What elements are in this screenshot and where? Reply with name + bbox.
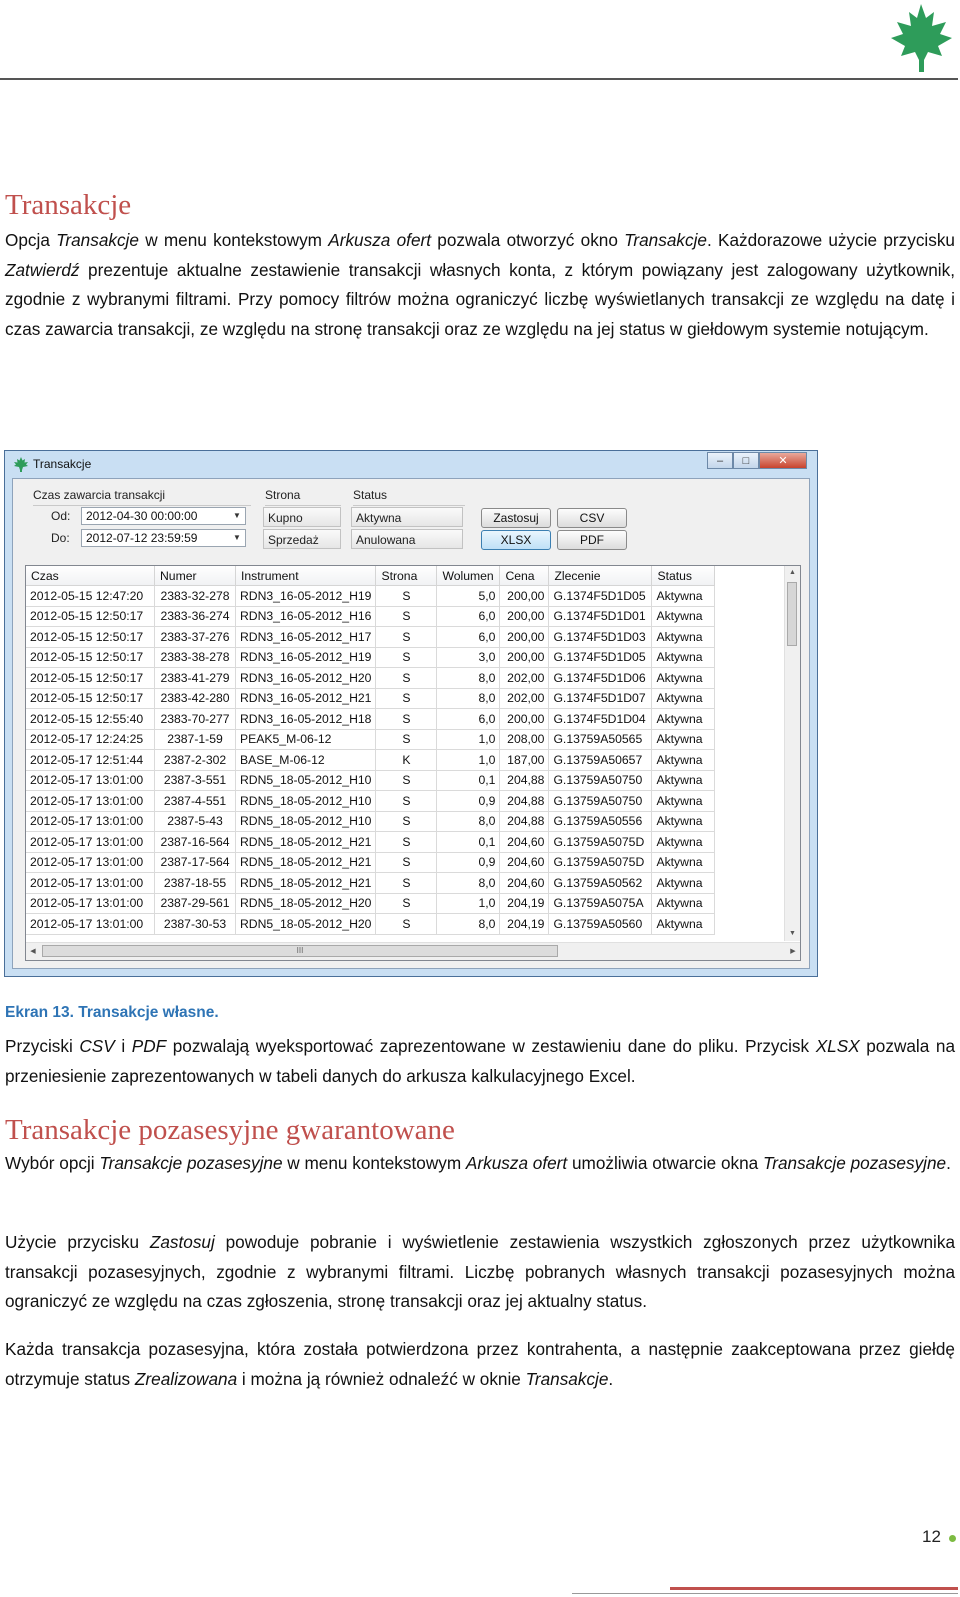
maximize-button[interactable]: □ bbox=[733, 452, 759, 469]
text-run: prezentuje aktualne zestawienie transakcji własnych konta, z którym powiązany jest zalogowany użytkownik, zgodnie z wybranymi filtrami. Przy pomocy filtrów można ograniczyć liczbę wyświetlanych transakcji ze względu na datę i czas zawarcia transakcji, ze względu na stronę transakcji oraz ze względu na jej status w giełdowym systemie notującym. bbox=[5, 259, 955, 339]
scroll-up-icon[interactable]: ▲ bbox=[789, 569, 796, 576]
table-cell: Aktywna bbox=[652, 586, 715, 607]
column-header[interactable]: Strona bbox=[376, 566, 437, 586]
table-cell: 2012-05-15 12:47:20 bbox=[26, 586, 155, 607]
header-rule bbox=[0, 78, 958, 80]
table-cell: 204,60 bbox=[500, 873, 549, 894]
table-cell: S bbox=[376, 811, 437, 832]
side-sell-option[interactable]: Sprzedaż bbox=[263, 529, 341, 549]
table-cell: 204,88 bbox=[500, 791, 549, 812]
group-separator bbox=[265, 505, 341, 506]
table-cell: 204,88 bbox=[500, 811, 549, 832]
table-row[interactable] bbox=[26, 729, 715, 750]
side-buy-option[interactable]: Kupno bbox=[263, 507, 341, 527]
column-header[interactable]: Zlecenie bbox=[549, 566, 652, 586]
table-cell: 2012-05-15 12:55:40 bbox=[26, 709, 155, 730]
vertical-scrollbar[interactable] bbox=[784, 566, 800, 941]
table-cell: 0,1 bbox=[437, 770, 500, 791]
group-separator bbox=[353, 505, 465, 506]
table-cell: G.13759A50562 bbox=[549, 873, 652, 894]
window-title: Transakcje bbox=[33, 457, 92, 471]
export-paragraph-container bbox=[5, 1032, 955, 1091]
intro-paragraph bbox=[5, 226, 955, 344]
table-cell: 2012-05-17 13:01:00 bbox=[26, 873, 155, 894]
table-cell: S bbox=[376, 668, 437, 689]
table-row[interactable] bbox=[26, 914, 715, 935]
section-transakcje bbox=[5, 188, 955, 222]
figure-caption: Ekran 13. Transakcje własne. bbox=[5, 1004, 219, 1021]
table-row[interactable] bbox=[26, 750, 715, 771]
table-cell: 200,00 bbox=[500, 606, 549, 627]
table-cell: Aktywna bbox=[652, 729, 715, 750]
table-cell: 2387-1-59 bbox=[155, 729, 236, 750]
table-row[interactable] bbox=[26, 606, 715, 627]
from-datetime-value: 2012-04-30 00:00:00 bbox=[86, 509, 198, 523]
table-cell: 1,0 bbox=[437, 750, 500, 771]
emphasized-term: Transakcje bbox=[624, 230, 707, 250]
section2-paragraph1-container bbox=[5, 1149, 955, 1179]
table-cell: S bbox=[376, 709, 437, 730]
window-leaf-icon bbox=[13, 456, 29, 472]
column-header[interactable]: Cena bbox=[500, 566, 549, 586]
chevron-down-icon[interactable]: ▼ bbox=[233, 533, 241, 542]
text-run: . bbox=[946, 1153, 951, 1173]
table-cell: 202,00 bbox=[500, 668, 549, 689]
text-run: pozwala otworzyć okno bbox=[431, 230, 625, 250]
text-run: Każda transakcja pozasesyjna, która została potwierdzona przez kontrahenta, a następnie zaakceptowana przez giełdę otrzymuje status bbox=[5, 1339, 955, 1389]
table-cell: 6,0 bbox=[437, 606, 500, 627]
table-cell: RDN5_18-05-2012_H10 bbox=[236, 811, 376, 832]
table-cell: Aktywna bbox=[652, 606, 715, 627]
table-cell: Aktywna bbox=[652, 688, 715, 709]
table-cell: Aktywna bbox=[652, 852, 715, 873]
table-cell: G.1374F5D1D01 bbox=[549, 606, 652, 627]
table-cell: RDN5_18-05-2012_H21 bbox=[236, 832, 376, 853]
table-cell: BASE_M-06-12 bbox=[236, 750, 376, 771]
table-row[interactable] bbox=[26, 832, 715, 853]
intro-paragraph-container bbox=[5, 226, 955, 344]
scroll-left-icon[interactable]: ◀ bbox=[30, 948, 36, 955]
table-row[interactable] bbox=[26, 668, 715, 689]
xlsx-button[interactable]: XLSX bbox=[481, 530, 551, 550]
section2-paragraph-3 bbox=[5, 1335, 955, 1394]
table-cell: 208,00 bbox=[500, 729, 549, 750]
section-title: Transakcje pozasesyjne gwarantowane bbox=[5, 1114, 455, 1146]
emphasized-term: Transakcje bbox=[525, 1368, 609, 1389]
table-row[interactable] bbox=[26, 893, 715, 914]
page-number: 12 bbox=[922, 1527, 941, 1546]
table-cell: S bbox=[376, 873, 437, 894]
table-cell: G.1374F5D1D04 bbox=[549, 709, 652, 730]
table-cell: 2012-05-17 13:01:00 bbox=[26, 791, 155, 812]
table-cell: G.13759A50750 bbox=[549, 791, 652, 812]
table-cell: 2383-36-274 bbox=[155, 606, 236, 627]
table-cell: S bbox=[376, 586, 437, 607]
csv-button[interactable]: CSV bbox=[557, 508, 627, 528]
table-cell: 2387-16-564 bbox=[155, 832, 236, 853]
table-cell: 200,00 bbox=[500, 586, 549, 607]
table-cell: Aktywna bbox=[652, 811, 715, 832]
table-cell: 8,0 bbox=[437, 914, 500, 935]
table-cell: 2012-05-17 13:01:00 bbox=[26, 893, 155, 914]
table-cell: 0,9 bbox=[437, 791, 500, 812]
text-run: i można ją również odnaleźć w oknie bbox=[237, 1368, 526, 1389]
table-row[interactable] bbox=[26, 647, 715, 668]
apply-button[interactable]: Zastosuj bbox=[481, 508, 551, 528]
table-cell: K bbox=[376, 750, 437, 771]
table-cell: 204,88 bbox=[500, 770, 549, 791]
text-run: powoduje pobranie i wyświetlenie zestawienia wszystkich zgłoszonych przez użytkownika transakcji pozasesyjnych, zgodnie z wybranymi filtrami. Liczbę pobranych własnych transakcji pozasesyjnych można ograniczyć ze względu na czas zgłoszenia, stronę transakcji oraz jej aktualny status. bbox=[5, 1232, 956, 1311]
table-cell: 2012-05-17 13:01:00 bbox=[26, 914, 155, 935]
table-cell: 2012-05-15 12:50:17 bbox=[26, 668, 155, 689]
table-cell: Aktywna bbox=[652, 647, 715, 668]
table-cell: G.1374F5D1D06 bbox=[549, 668, 652, 689]
table-cell: 2383-41-279 bbox=[155, 668, 236, 689]
text-run: Opcja bbox=[5, 230, 57, 250]
table-cell: S bbox=[376, 791, 437, 812]
table-cell: G.13759A5075A bbox=[549, 893, 652, 914]
status-active-option[interactable]: Aktywna bbox=[351, 507, 463, 527]
table-row[interactable] bbox=[26, 627, 715, 648]
table-cell: 204,60 bbox=[500, 852, 549, 873]
table-cell: S bbox=[376, 832, 437, 853]
table-cell: 204,19 bbox=[500, 914, 549, 935]
column-header[interactable]: Instrument bbox=[236, 566, 376, 586]
table-cell: 2387-17-564 bbox=[155, 852, 236, 873]
table-cell: S bbox=[376, 914, 437, 935]
emphasized-term: Arkusza ofert bbox=[465, 1153, 568, 1173]
table-cell: 2012-05-17 12:51:44 bbox=[26, 750, 155, 771]
text-run: pozwalają wyeksportować zaprezentowane w zestawieniu dane do pliku. Przycisk bbox=[166, 1036, 816, 1056]
table-cell: 8,0 bbox=[437, 873, 500, 894]
section-transakcje-pozasesyjne bbox=[5, 1113, 955, 1147]
time-group-label: Czas zawarcia transakcji bbox=[33, 488, 166, 502]
table-cell: 2012-05-15 12:50:17 bbox=[26, 688, 155, 709]
table-cell: 2387-3-551 bbox=[155, 770, 236, 791]
table-cell: G.1374F5D1D05 bbox=[549, 586, 652, 607]
table-cell: RDN5_18-05-2012_H21 bbox=[236, 852, 376, 873]
table-cell: Aktywna bbox=[652, 873, 715, 894]
table-cell: 2012-05-17 12:24:25 bbox=[26, 729, 155, 750]
table-cell: 5,0 bbox=[437, 586, 500, 607]
table-cell: S bbox=[376, 606, 437, 627]
table-cell: 2383-37-276 bbox=[155, 627, 236, 648]
table-cell: 0,1 bbox=[437, 832, 500, 853]
table-cell: 2387-29-561 bbox=[155, 893, 236, 914]
table-cell: 202,00 bbox=[500, 688, 549, 709]
to-datetime-picker[interactable] bbox=[81, 529, 246, 547]
status-cancelled-option[interactable]: Anulowana bbox=[351, 529, 463, 549]
table-cell: RDN5_18-05-2012_H20 bbox=[236, 914, 376, 935]
table-cell: 6,0 bbox=[437, 709, 500, 730]
scroll-down-icon[interactable]: ▼ bbox=[789, 930, 796, 937]
table-cell: 1,0 bbox=[437, 893, 500, 914]
section2-paragraph3-container bbox=[5, 1335, 955, 1394]
table-cell: 6,0 bbox=[437, 627, 500, 648]
table-cell: 8,0 bbox=[437, 811, 500, 832]
table-cell: 3,0 bbox=[437, 647, 500, 668]
text-run: Przyciski bbox=[5, 1036, 80, 1056]
table-row[interactable] bbox=[26, 873, 715, 894]
scroll-right-icon[interactable]: ▶ bbox=[790, 948, 796, 955]
table-cell: 2012-05-17 13:01:00 bbox=[26, 852, 155, 873]
table-cell: 2383-38-278 bbox=[155, 647, 236, 668]
horizontal-scrollbar[interactable] bbox=[26, 942, 800, 960]
table-cell: RDN3_16-05-2012_H17 bbox=[236, 627, 376, 648]
table-cell: 2012-05-15 12:50:17 bbox=[26, 627, 155, 648]
text-run: . bbox=[608, 1368, 614, 1389]
table-cell: Aktywna bbox=[652, 791, 715, 812]
table-cell: 200,00 bbox=[500, 647, 549, 668]
table-row[interactable] bbox=[26, 709, 715, 730]
emphasized-term: Transakcje pozasesyjne bbox=[763, 1153, 947, 1173]
table-cell: S bbox=[376, 852, 437, 873]
column-header[interactable]: Numer bbox=[155, 566, 236, 586]
table-cell: G.13759A50565 bbox=[549, 729, 652, 750]
table-cell: 2012-05-17 13:01:00 bbox=[26, 811, 155, 832]
table-cell: S bbox=[376, 647, 437, 668]
table-cell: S bbox=[376, 729, 437, 750]
table-cell: 2383-42-280 bbox=[155, 688, 236, 709]
close-button[interactable]: ✕ bbox=[759, 452, 807, 469]
table-cell: RDN3_16-05-2012_H19 bbox=[236, 647, 376, 668]
transactions-table bbox=[26, 566, 715, 935]
table-cell: 8,0 bbox=[437, 668, 500, 689]
side-group-label: Strona bbox=[265, 488, 301, 502]
column-header[interactable]: Status bbox=[652, 566, 715, 586]
text-run: i bbox=[114, 1036, 132, 1056]
footer-thin-line bbox=[572, 1593, 958, 1594]
table-cell: 2012-05-17 13:01:00 bbox=[26, 770, 155, 791]
table-cell: 2387-18-55 bbox=[155, 873, 236, 894]
table-cell: Aktywna bbox=[652, 750, 715, 771]
text-run: pozwala na przeniesienie zaprezentowanych w tabeli danych do arkusza kalkulacyjnego Excel. bbox=[5, 1036, 956, 1086]
text-run: w menu kontekstowym bbox=[138, 230, 329, 250]
table-cell: G.1374F5D1D07 bbox=[549, 688, 652, 709]
table-cell: Aktywna bbox=[652, 709, 715, 730]
horizontal-scroll-thumb[interactable]: III bbox=[42, 945, 558, 957]
table-cell: Aktywna bbox=[652, 832, 715, 853]
table-cell: 204,19 bbox=[500, 893, 549, 914]
table-cell: 2012-05-17 13:01:00 bbox=[26, 832, 155, 853]
table-cell: PEAK5_M-06-12 bbox=[236, 729, 376, 750]
emphasized-term: Transakcje pozasesyjne bbox=[99, 1153, 283, 1173]
text-run: umożliwia otwarcie okna bbox=[567, 1153, 764, 1173]
window-titlebar[interactable] bbox=[5, 451, 817, 477]
table-cell: Aktywna bbox=[652, 914, 715, 935]
section2-paragraph-1 bbox=[5, 1149, 955, 1179]
pdf-button[interactable]: PDF bbox=[557, 530, 627, 550]
table-cell: 2387-5-43 bbox=[155, 811, 236, 832]
table-cell: RDN5_18-05-2012_H20 bbox=[236, 893, 376, 914]
table-cell: G.13759A5075D bbox=[549, 852, 652, 873]
emphasized-term: Zatwierdź bbox=[5, 259, 80, 280]
table-row[interactable] bbox=[26, 811, 715, 832]
table-row[interactable] bbox=[26, 791, 715, 812]
to-datetime-value: 2012-07-12 23:59:59 bbox=[86, 531, 198, 545]
chevron-down-icon[interactable]: ▼ bbox=[233, 511, 241, 520]
table-cell: RDN5_18-05-2012_H10 bbox=[236, 770, 376, 791]
from-label: Od: bbox=[51, 509, 71, 523]
status-group-label: Status bbox=[353, 488, 388, 502]
table-cell: S bbox=[376, 893, 437, 914]
table-row[interactable] bbox=[26, 770, 715, 791]
table-cell: 1,0 bbox=[437, 729, 500, 750]
transactions-grid bbox=[25, 565, 801, 961]
window-client-area bbox=[12, 478, 810, 969]
group-separator bbox=[33, 505, 251, 506]
section-title: Transakcje bbox=[5, 189, 132, 221]
table-cell: 2383-70-277 bbox=[155, 709, 236, 730]
footer-accent-line bbox=[670, 1587, 958, 1590]
table-cell: G.1374F5D1D03 bbox=[549, 627, 652, 648]
table-cell: G.13759A50560 bbox=[549, 914, 652, 935]
text-run: Wybór opcji bbox=[5, 1153, 100, 1173]
table-cell: 2387-4-551 bbox=[155, 791, 236, 812]
maple-leaf-logo-icon bbox=[888, 2, 954, 72]
table-row[interactable] bbox=[26, 852, 715, 873]
table-cell: 2012-05-15 12:50:17 bbox=[26, 647, 155, 668]
table-cell: RDN5_18-05-2012_H21 bbox=[236, 873, 376, 894]
table-cell: 200,00 bbox=[500, 709, 549, 730]
column-header[interactable]: Czas bbox=[26, 566, 155, 586]
table-cell: 2012-05-15 12:50:17 bbox=[26, 606, 155, 627]
table-cell: 0,9 bbox=[437, 852, 500, 873]
vertical-scroll-thumb[interactable] bbox=[787, 582, 797, 646]
section2-paragraph2-container bbox=[5, 1228, 955, 1317]
table-cell: G.13759A5075D bbox=[549, 832, 652, 853]
text-run: w menu kontekstowym bbox=[282, 1153, 466, 1173]
table-cell: RDN3_16-05-2012_H19 bbox=[236, 586, 376, 607]
table-cell: Aktywna bbox=[652, 770, 715, 791]
text-run: Użycie przycisku bbox=[5, 1232, 150, 1252]
table-cell: G.1374F5D1D05 bbox=[549, 647, 652, 668]
transakcje-window bbox=[4, 450, 818, 977]
emphasized-term: PDF bbox=[131, 1036, 167, 1056]
table-cell: RDN5_18-05-2012_H10 bbox=[236, 791, 376, 812]
column-header[interactable]: Wolumen bbox=[437, 566, 500, 586]
table-cell: G.13759A50556 bbox=[549, 811, 652, 832]
table-cell: Aktywna bbox=[652, 668, 715, 689]
table-cell: RDN3_16-05-2012_H16 bbox=[236, 606, 376, 627]
table-row[interactable] bbox=[26, 586, 715, 607]
table-cell: Aktywna bbox=[652, 627, 715, 648]
from-datetime-picker[interactable] bbox=[81, 507, 246, 525]
table-cell: RDN3_16-05-2012_H20 bbox=[236, 668, 376, 689]
text-run: . Każdorazowe użycie przycisku bbox=[706, 230, 955, 250]
table-cell: 2383-32-278 bbox=[155, 586, 236, 607]
emphasized-term: XLSX bbox=[815, 1036, 860, 1056]
table-cell: RDN3_16-05-2012_H18 bbox=[236, 709, 376, 730]
emphasized-term: Zrealizowana bbox=[134, 1368, 238, 1389]
table-cell: 204,60 bbox=[500, 832, 549, 853]
table-cell: G.13759A50657 bbox=[549, 750, 652, 771]
table-row[interactable] bbox=[26, 688, 715, 709]
emphasized-term: Zastosuj bbox=[149, 1232, 215, 1252]
table-cell: RDN3_16-05-2012_H21 bbox=[236, 688, 376, 709]
export-paragraph bbox=[5, 1032, 955, 1091]
table-cell: G.13759A50750 bbox=[549, 770, 652, 791]
to-label: Do: bbox=[51, 531, 70, 545]
table-cell: S bbox=[376, 627, 437, 648]
table-cell: Aktywna bbox=[652, 893, 715, 914]
emphasized-term: CSV bbox=[79, 1036, 115, 1056]
table-cell: S bbox=[376, 688, 437, 709]
table-cell: 8,0 bbox=[437, 688, 500, 709]
window-controls bbox=[707, 452, 807, 470]
table-cell: 187,00 bbox=[500, 750, 549, 771]
table-cell: 200,00 bbox=[500, 627, 549, 648]
table-cell: 2387-2-302 bbox=[155, 750, 236, 771]
emphasized-term: Arkusza ofert bbox=[328, 230, 431, 250]
table-cell: S bbox=[376, 770, 437, 791]
section2-paragraph-2 bbox=[5, 1228, 955, 1317]
emphasized-term: Transakcje bbox=[56, 230, 139, 250]
page-dot-icon bbox=[949, 1535, 956, 1542]
minimize-button[interactable]: – bbox=[707, 452, 733, 469]
table-cell: 2387-30-53 bbox=[155, 914, 236, 935]
